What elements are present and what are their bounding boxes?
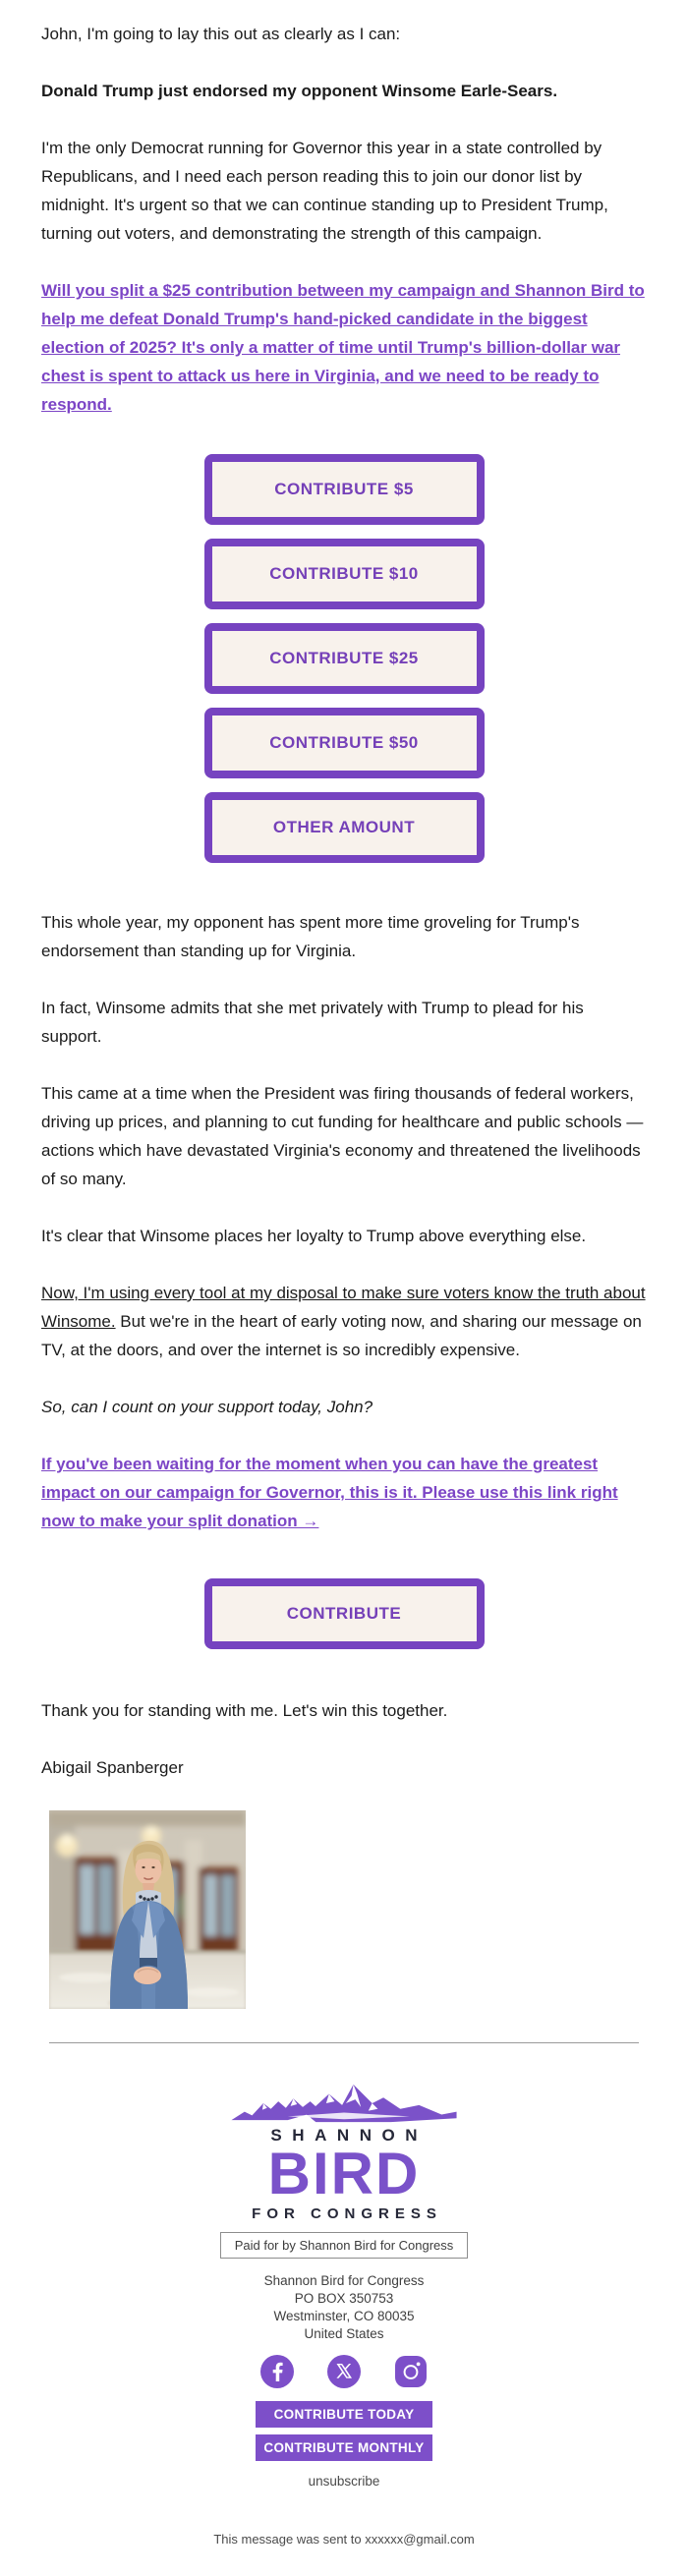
address-line-1: Shannon Bird for Congress (263, 2273, 425, 2288)
mailing-address (41, 2272, 647, 2343)
infact-paragraph: In fact, Winsome admits that she met privately with Trump to plead for his support. (41, 999, 584, 1046)
intro-paragraph: I'm the only Democrat running for Governor this year in a state controlled by Republicans, and I need each person reading this to join our donor list by midnight. It's urgent so that we can continue standing up to President Trump, turning out voters, and demonstrating the strength of this campaign. (41, 139, 608, 243)
unsubscribe-link[interactable]: unsubscribe (308, 2474, 380, 2489)
thanks-paragraph: Thank you for standing with me. Let's win this together. (41, 1701, 448, 1720)
email-footer (41, 2043, 647, 2547)
logo-for-congress-text: FOR CONGRESS (252, 2205, 442, 2222)
campaign-logo (41, 2083, 647, 2223)
facebook-icon[interactable] (260, 2355, 294, 2388)
headline-paragraph: Donald Trump just endorsed my opponent Winsome Earle-Sears. (41, 82, 558, 100)
paid-for-disclaimer: Paid for by Shannon Bird for Congress (220, 2232, 469, 2259)
sent-to-line: This message was sent to xxxxxx@gmail.com (213, 2532, 475, 2547)
contribute-10-button[interactable]: CONTRIBUTE $10 (204, 539, 485, 609)
contribute-50-button[interactable]: CONTRIBUTE $50 (204, 708, 485, 778)
social-links-row (41, 2355, 647, 2388)
contribute-5-button[interactable]: CONTRIBUTE $5 (204, 454, 485, 525)
loyalty-paragraph: It's clear that Winsome places her loyalty to Trump above everything else. (41, 1227, 587, 1245)
logo-shannon-text: SHANNON (270, 2126, 429, 2145)
donate-button-stack (41, 454, 647, 863)
greeting-paragraph: John, I'm going to lay this out as clearly as I can: (41, 25, 401, 43)
split-donation-link[interactable]: Will you split a $25 contribution between my campaign and Shannon Bird to help me defeat Donald Trump's hand-picked candidate in the biggest election of 2025? It's only a matter of time until Trump's billion-dollar war chest is spent to attack us here in Virginia, and we need to be ready to respond. (41, 281, 645, 414)
address-line-4: United States (304, 2326, 384, 2341)
groveling-paragraph: This whole year, my opponent has spent more time groveling for Trump's endorsement than standing up for Virginia. (41, 913, 580, 960)
logo-bird-text: BIRD (267, 2141, 421, 2206)
x-twitter-icon[interactable] (327, 2355, 361, 2388)
signature: Abigail Spanberger (41, 1758, 184, 1777)
tools-paragraph-rest: But we're in the heart of early voting now, and sharing our message on TV, at the doors, and over the internet is so incredibly expensive. (41, 1312, 642, 1359)
contribute-25-button[interactable]: CONTRIBUTE $25 (204, 623, 485, 694)
address-line-3: Westminster, CO 80035 (273, 2309, 415, 2323)
contribute-monthly-button[interactable]: CONTRIBUTE MONTHLY (256, 2434, 432, 2461)
candidate-photo (49, 1810, 246, 2009)
final-cta-link[interactable]: If you've been waiting for the moment when you can have the greatest impact on our campaign for Governor, this is it. Please use this link right now to make your split donation → (41, 1455, 618, 1530)
president-paragraph: This came at a time when the President was firing thousands of federal workers, driving up prices, and planning to cut funding for healthcare and public schools — actions which have devastated Virginia's economy and threatened the livelihoods of so many. (41, 1084, 644, 1188)
instagram-icon[interactable] (394, 2355, 428, 2388)
address-line-2: PO BOX 350753 (294, 2291, 394, 2306)
tools-paragraph (41, 1279, 647, 1364)
contribute-today-button[interactable]: CONTRIBUTE TODAY (256, 2401, 432, 2428)
other-amount-button[interactable]: OTHER AMOUNT (204, 792, 485, 863)
mountains-logo-icon (226, 2083, 462, 2124)
support-question: So, can I count on your support today, John? (41, 1398, 373, 1416)
contribute-button[interactable]: CONTRIBUTE (204, 1578, 485, 1649)
truth-about-winsome-link[interactable]: Now, I'm using every tool at my disposal to make sure voters know the truth about Winsome. (41, 1284, 646, 1331)
